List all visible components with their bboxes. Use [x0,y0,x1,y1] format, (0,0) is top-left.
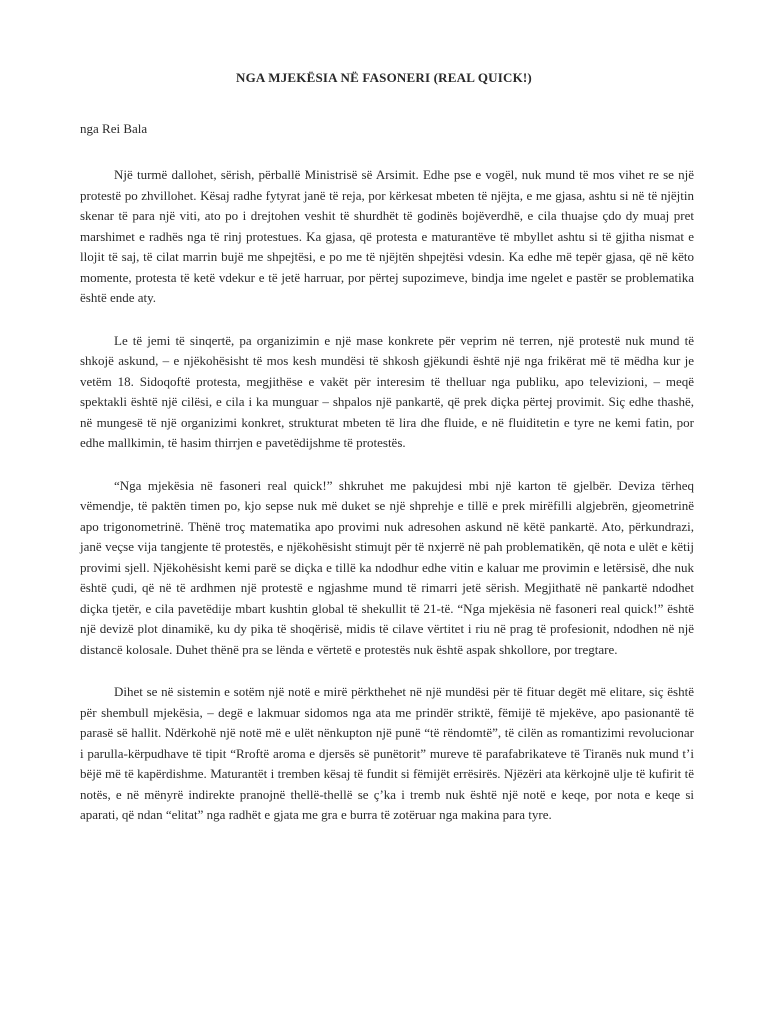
paragraph-1: Një turmë dallohet, sërish, përballë Ministrisë së Arsimit. Edhe pse e vogël, nuk mund të mos vihet re se një protestë po zhvillohet. Kësaj radhe fytyrat janë të reja, por kërkesat mbeten të njëjta, e me gjasa, ashtu si në të njëjtin skenar të para një viti, ato po i drejtohen veshit të shurdhët të godinës bojëverdhë, e cila thuajse çdo dy muaj pret marshimet e radhës nga të rinj protestues. Ka gjasa, që protesta e maturantëve të mbyllet ashtu si të gjitha nismat e llojit të saj, të cilat marrin bujë me shpejtësi, e po me të njëjtën shpejtësi vdesin. Ka edhe më tepër gjasa, që në këto momente, protesta të ketë vdekur e të jetë harruar, por përtej supozimeve, bindja ime ngelet e pastër se problematika është ende aty. [80,167,694,305]
paragraph-4: Dihet se në sistemin e sotëm një notë e mirë përkthehet në një mundësi për të fituar degët më elitare, siç është për shembull mjekësia, – degë e lakmuar sidomos nga ata me prindër striktë, fëmijë të mjekëve, apo pasionantë të parasë së hallit. Ndërkohë një notë më e ulët nënkupton një punë “të rëndomtë”, të cilën as romantizimi revolucionar i parulla-kërpudhave të tipit “Rroftë aroma e djersës së punëtorit” mureve të parafabrikateve të Tiranës nuk mund t’i bëjë më të kapërdishme. Maturantët i tremben kësaj të fundit si fëmijët errësirës. Njëzëri ata kërkojnë ulje të kufirit të notës, e në mënyrë indirekte pranojnë thellë-thellë se ç’ka i tremb nuk është një notë e keqe, por nota e keqe si aparati, që ndan “elitat” nga radhët e gjata me gra e burra të zotëruar nga makina para tyre. [80,684,694,822]
author-line: nga Rei Bala [80,121,148,136]
document-page [74,58,694,826]
paragraph-2: Le të jemi të sinqertë, pa organizimin e një mase konkrete për veprim në terren, një protestë nuk mund të shkojë askund, – e njëkohësisht të mos kesh mundësi të shkosh gjëkundi është një nga frikërat më të mëdha kur je vetëm 18. Sidoqoftë protesta, megjithëse e vakët për interesim të thelluar nga publiku, apo televizioni, – meqë spektakli është një cilësi, e cila i ka munguar – shpalos një pankartë, që prek diçka përtej provimit. Siç edhe thashë, në mungesë të një organizimi konkret, strukturat mbeten të lira dhe fluide, e në fluiditetin e tyre ne kemi fatin, por edhe mallkimin, të hasim thirrjen e pavetëdijshme të protestës. [80,332,694,450]
document-title: NGA MJEKËSIA NË FASONERI (REAL QUICK!) [236,70,532,85]
paragraph-3: “Nga mjekësia në fasoneri real quick!” shkruhet me pakujdesi mbi një karton të gjelbër. Deviza tërheq vëmendje, të paktën timen po, kjo sepse nuk më duket se një shprehje e tillë e prek mirëfilli algjebrën, gjeometrinë apo trigonometrinë. Thënë troç matematika apo provimi nuk adresohen askund në këtë pankartë. Ato, përkundrazi, janë veçse vija tangjente të protestës, e njëkohësisht stimujt për të nxjerrë në pah problematikën, që nota e ulët e këtij provimi sjell. Njëkohësisht kemi parë se diçka e tillë ka ndodhur edhe vitin e kaluar me provimin e letërsisë, dhe nuk është çudi, që në të ardhmen një protestë e ngjashme mund të rimarri jetë sërish. Megjithatë në pankartë ndodhet diçka tjetër, e cila pavetëdije mbart kushtin global të shekullit të 21-të. “Nga mjekësia në fasoneri real quick!” është një devizë plot dinamikë, ku dy pika të shoqërisë, midis të cilave vërtitet i riu në prag të profesionit, ndodhen në një distancë kolosale. Duhet thënë pra se lënda e vërtetë e protestës nuk është aspak shkollore, por tregtare. [80,477,694,657]
